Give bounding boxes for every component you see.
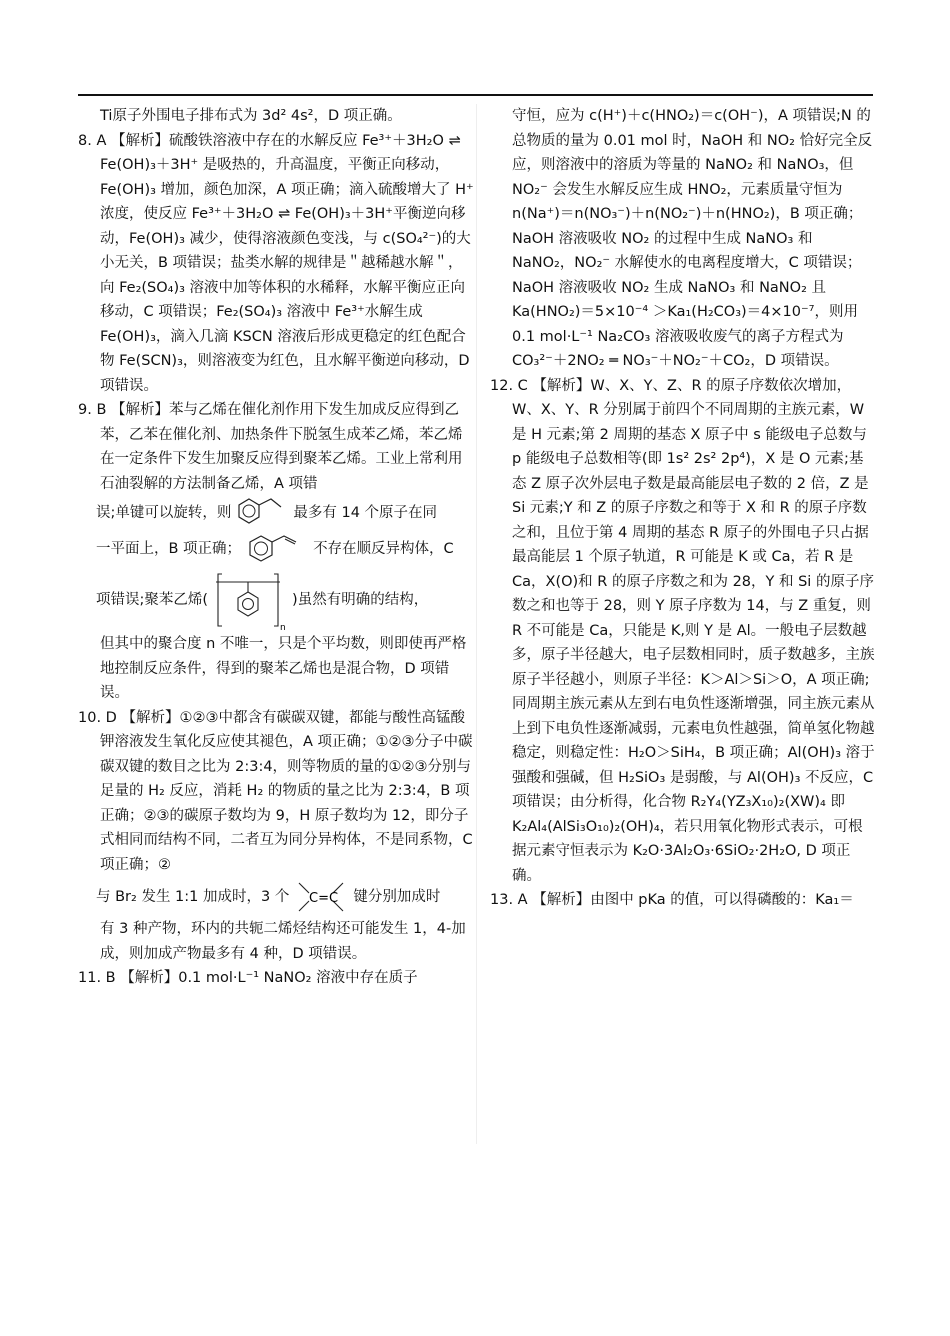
answer-10: 10. D 【解析】①②③中都含有碳碳双键，都能与酸性高锰酸钾溶液发生氧化反应使其褪色，A 项正确；①②③分子中碳碳双键的数目之比为 2:3:4，则等物质的量的①②③分别与足量的 H₂ 反应，消耗 H₂ 的物质的量之比为 2:3:4，B 项正确；②③的碳原子数均为 9，H 原子数均为 12，即分子式相同而结构不同，二者互为同分异构体，不是同系物，C 项正确；② — [78, 709, 473, 873]
left-column — [78, 104, 474, 991]
answer-9-text-b1: 误;单键可以旋转，则 — [96, 504, 232, 521]
answer-8: 8. A 【解析】硫酸铁溶液中存在的水解反应 Fe³⁺＋3H₂O ⇌ Fe(OH)₃＋3H⁺ 是吸热的，升高温度，平衡正向移动，Fe(OH)₃ 增加，颜色加深，A 项正确；滴入硫酸增大了 H⁺浓度，使反应 Fe³⁺＋3H₂O ⇌ Fe(OH)₃＋3H⁺平衡逆向移动，Fe(OH)₃ 减少，使得溶液颜色变浅，与 c(SO₄²⁻)的大小无关，B 项错误；盐类水解的规律是＂越稀越水解＂，向 Fe₂(SO₄)₃ 溶液中加等体积的水稀释，水解平衡应正向移动，C 项错误；Fe₂(SO₄)₃ 溶液中 Fe³⁺水解生成 Fe(OH)₃，滴入几滴 KSCN 溶液后形成更稳定的红色配合物 Fe(SCN)₃，则溶液变为红色，且水解平衡逆向移动，D 项错误。 — [78, 132, 474, 394]
answer-9-text-d2: )虽然有明确的结构， — [292, 591, 429, 608]
answer-9-text-b2: 最多有 14 个原子在同 — [293, 504, 438, 521]
answer-11-continued: 守恒，应为 c(H⁺)＋c(HNO₂)＝c(OH⁻)，A 项错误;N 的总物质的量为 0.01 mol 时，NaOH 和 NO₂ 恰好完全反应，则溶液中的溶质为等量的 NaNO₂ 和 NaNO₃，但 NO₂⁻ 会发生水解反应生成 HNO₂，元素质量守恒为 n(Na⁺)＝n(NO₃⁻)＋n(NO₂⁻)＋n(HNO₂)，B 项正确；NaOH 溶液吸收 NO₂ 的过程中生成 NaNO₃ 和 NaNO₂，NO₂⁻ 水解使水的电离程度增大，C 项错误；NaOH 溶液吸收 NO₂ 生成 NaNO₃ 和 NaNO₂ 且 Ka(HNO₂)＝5×10⁻⁴ ＞Ka₁(H₂CO₃)＝4×10⁻⁷，则用 0.1 mol·L⁻¹ Na₂CO₃ 溶液吸收废气的离子方程式为 CO₃²⁻＋2NO₂ ═ NO₃⁻＋NO₂⁻＋CO₂，D 项错误。 — [512, 108, 873, 369]
svg-text:n: n — [280, 623, 286, 632]
answer-10-text-b1: 与 Br₂ 发生 1:1 加成时，3 个 — [96, 888, 290, 905]
answer-9-line-b — [78, 496, 474, 530]
answer-13: 13. A 【解析】由图中 pKa 的值，可以得磷酸的：Ka₁＝ — [490, 892, 854, 908]
ethylbenzene-structure — [235, 496, 289, 530]
answer-9: 9. B 【解析】苯与乙烯在催化剂作用下发生加成反应得到乙苯，乙苯在催化剂、加热条件下脱氢生成苯乙烯，苯乙烯在一定条件下发生加聚反应得到聚苯乙烯。工业上常利用石油裂解的方法制备乙烯，A 项错 — [78, 402, 463, 492]
answer-9-text-c1: 一平面上，B 项正确； — [96, 540, 242, 557]
answer-9-text-c2: 不存在顺反异构体，C — [313, 540, 454, 557]
answer-9-text-d1: 项错误;聚苯乙烯( — [96, 591, 209, 608]
double-bond-structure — [293, 877, 349, 917]
right-column — [490, 104, 876, 913]
polystyrene-structure — [212, 568, 288, 632]
answer-10-text-c: 有 3 种产物，环内的共轭二烯烃结构还可能发生 1，4-加成，则加成产物最多有 4 种，D 项错误。 — [100, 921, 466, 962]
answer-12: 12. C 【解析】W、X、Y、Z、R 的原子序数依次增加，W、X、Y、R 分别属于前四个不同周期的主族元素，W 是 H 元素;第 2 周期的基态 X 原子中 s 能级电子总数与 p 能级电子总数相等(即 1s² 2s² 2p⁴)，X 是 O 元素;基态 Z 原子次外层电子数是最高能层电子数的 2 倍，Z 是 Si 元素;Y 和 Z 的原子序数之和等于 X 和 R 的原子序数之和，且位于第 4 周期的基态 R 原子的外围电子只占据最高能层 1 个原子轨道，R 可能是 K 或 Ca，若 R 是 Ca，X(O)和 R 的原子序数之和为 28，Y 和 Si 的原子序数之和也等于 28，则 Y 原子序数为 14，与 Z 重复，则 R 不可能是 Ca，只能是 K,则 Y 是 Al。一般电子层数越多，原子半径越大，电子层数相同时，质子数越多，主族原子半径越小，则原子半径：K＞Al＞Si＞O，A 项正确;同周期主族元素从左到右电负性逐渐增强，同主族元素从上到下电负性逐渐减弱，元素电负性越强，简单氢化物越稳定，则稳定性：H₂O＞SiH₄，B 项正确；Al(OH)₃ 溶于强酸和强碱，但 H₂SiO₃ 是弱酸，与 Al(OH)₃ 不反应，C 项错误；由分析得，化合物 R₂Y₄(YZ₃X₁₀)₂(XW)₄ 即 K₂Al₄(AlSi₃O₁₀)₂(OH)₄，若只用氧化物形式表示，可根据元素守恒表示为 K₂O·3Al₂O₃·6SiO₂·2H₂O, D 项正确。 — [490, 377, 875, 884]
answer-9-line-d — [78, 568, 474, 632]
answer-9-text-e: 但其中的聚合度 n 不唯一，只是个平均数，则即使再严格地控制反应条件，得到的聚苯乙烯也是混合物，D 项错误。 — [100, 636, 467, 701]
intro-text: Ti原子外围电子排布式为 3d² 4s²，D 项正确。 — [100, 108, 402, 124]
svg-text:C=C: C=C — [309, 891, 339, 906]
answer-10-text-b2: 键分别加成时 — [353, 888, 441, 905]
answer-10-line-b — [78, 877, 474, 917]
column-divider — [476, 104, 477, 1144]
header-rule — [78, 94, 873, 96]
answer-11: 11. B 【解析】0.1 mol·L⁻¹ NaNO₂ 溶液中存在质子 — [78, 970, 418, 986]
styrene-structure — [245, 530, 309, 568]
answer-9-line-c — [78, 530, 474, 568]
